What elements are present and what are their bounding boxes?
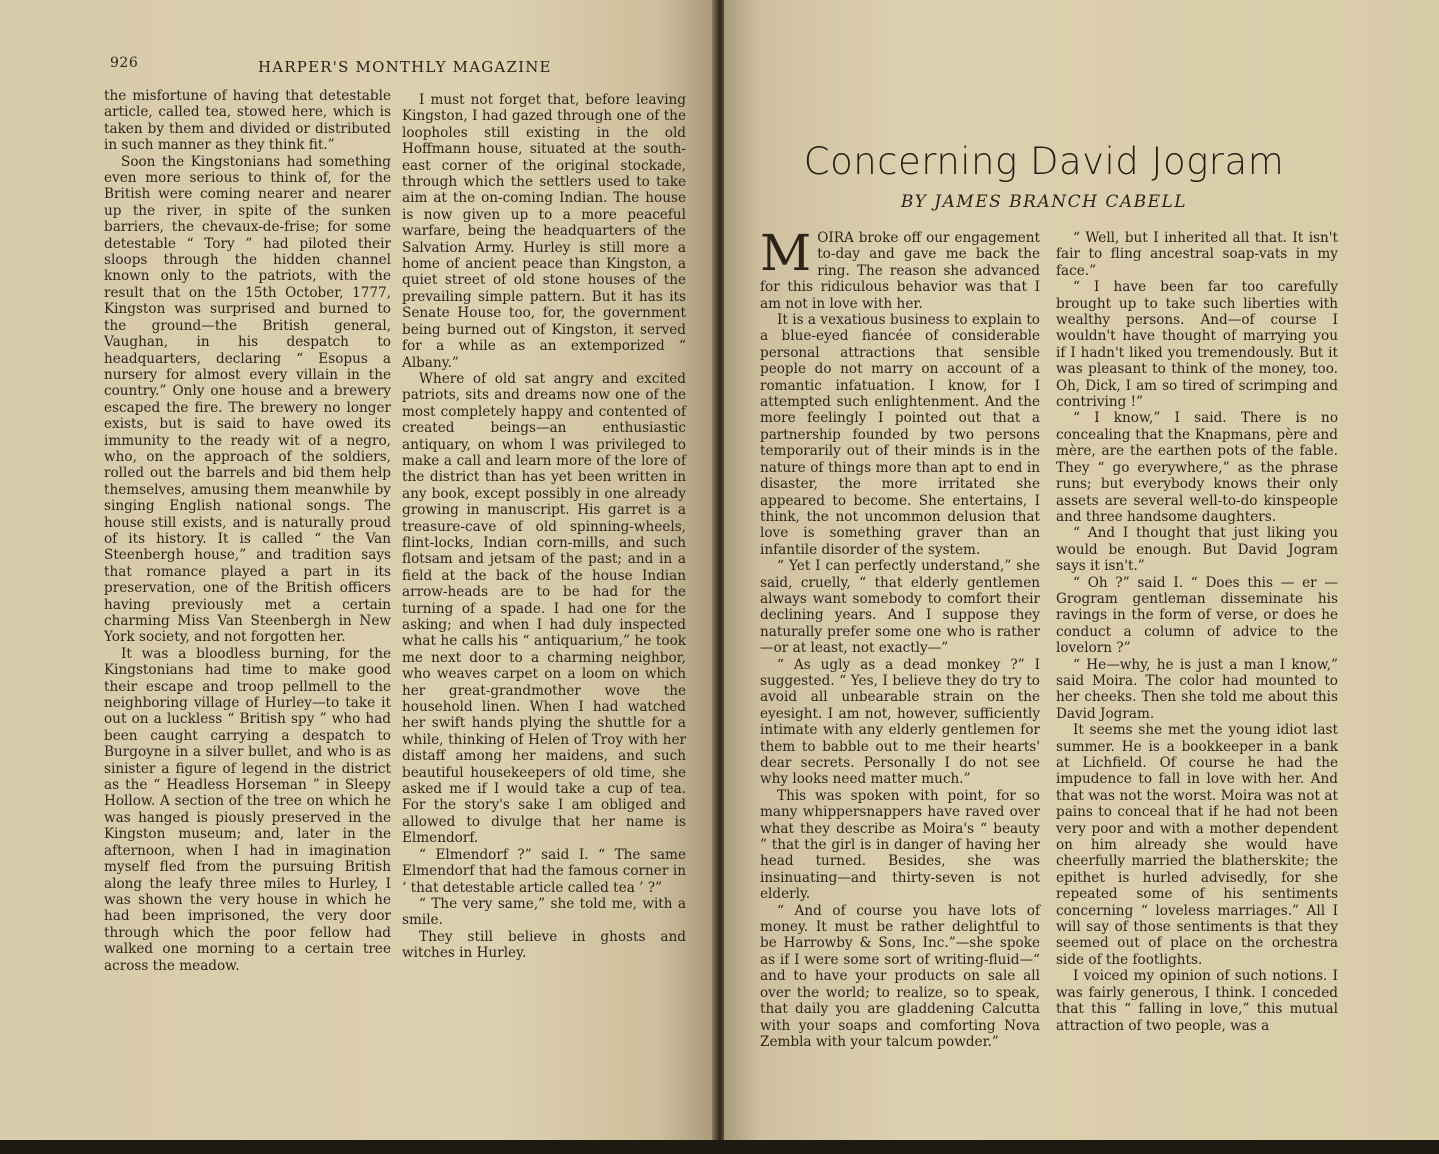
- paragraph: “ Well, but I inherited all that. It isn't fair to fling ancestral soap-vats in my face.”: [1056, 230, 1338, 279]
- paragraph: “ Elmendorf ?” said I. “ The same Elmendorf that had the famous corner in ‘ that detestable article called tea ’ ?”: [402, 846, 686, 896]
- paragraph: They still believe in ghosts and witches in Hurley.: [402, 928, 686, 962]
- paragraph: I voiced my opinion of such notions. I was fairly generous, I think. I conceded that this “ falling in love,” this mutual attraction of two people, was a: [1056, 968, 1338, 1034]
- paragraph: It seems she met the young idiot last summer. He is a bookkeeper in a bank at Lichfield. Of course he had the impudence to fall in love with her. And that was not the worst. Moira was not at pains to conceal that if he had not been very poor and with a mother dependent on him already she would have cheerfully married the blatherskite; the epithet is hurled advisedly, for she repeated some of his sentiments concerning “ loveless marriages.” All I will say of those sentiments is that they seemed out of place on the orchestra side of the footlights.: [1056, 722, 1338, 968]
- paragraph: “ As ugly as a dead monkey ?” I suggested. “ Yes, I believe they do try to avoid all unbearable strain on the eyesight. I am not, however, sufficiently intimate with any elderly gentlemen for them to babble out to me their hearts' dear secrets. Personally I do not see why looks need matter much.”: [760, 656, 1040, 788]
- paragraph: This was spoken with point, for so many whippersnappers have raved over what they describe as Moira's “ beauty ” that the girl is in danger of having her head turned. Besides, she was insinuating—and thirty-seven is not elderly.: [760, 787, 1040, 903]
- right-page-column-2: [1056, 230, 1338, 1034]
- right-page: [724, 0, 1439, 1140]
- paragraph: It was a bloodless burning, for the Kingstonians had time to make good their escape and troop pellmell to the neighboring village of Hurley—to take it out on a luckless “ British spy ” who had been caught carrying a despatch to Burgoyne in a silver bullet, and who is as sinister a figure of legend in the district as the “ Headless Horseman ” in Sleepy Hollow. A section of the tree on which he was hanged is piously preserved in the Kingston museum; and, later in the afternoon, when I had in imagination myself fled from the pursuing British along the leafy three miles to Hurley, I was shown the very house in which he had been imprisoned, the very door through which the poor fellow had walked one morning to a certain tree across the meadow.: [104, 645, 391, 974]
- paragraph: Soon the Kingstonians had something even more serious to think of, for the British were coming nearer and nearer up the river, in spite of the sunken barriers, the chevaux-de-frise; for some detestable “ Tory ” had piloted their sloops through the hidden channel known only to the patriots, with the result that on the 15th October, 1777, Kingston was surprised and burned to the ground—the British general, Vaughan, in his despatch to headquarters, declaring “ Esopus a nursery for almost every villain in the country.” Only one house and a brewery escaped the fire. The brewery no longer exists, but is said to have owed its immunity to the ready wit of a negro, who, on the approach of the soldiers, rolled out the barrels and bid them help themselves, amusing them meanwhile by singing English national songs. The house still exists, and is naturally proud of its history. It is called “ the Van Steenbergh house,” and tradition says that romance played a part in its preservation, one of the British officers having previously met a certain charming Miss Van Steenbergh in New York society, and not forgotten her.: [104, 153, 391, 646]
- page-edge-shadow: [0, 1140, 1439, 1154]
- opening-paragraph: [760, 224, 1040, 312]
- byline: BY JAMES BRANCH CABELL: [900, 192, 1188, 212]
- left-page-column-1: [104, 88, 391, 974]
- opening-text: OIRA broke off our engagement to-day and gave me back the ring. The reason she advanced for this ridiculous behavior was that I am not in love with her.: [760, 230, 1040, 312]
- paragraph: “ The very same,” she told me, with a smile.: [402, 895, 686, 929]
- paragraph: Where of old sat angry and excited patriots, sits and dreams now one of the most completely happy and contented of created beings—an enthusiastic antiquary, on whom I was privileged to make a call and learn more of the lore of the district than has yet been written in any book, except possibly in one already growing in manuscript. His garret is a treasure-cave of old spinning-wheels, flint-locks, Indian corn-mills, and such flotsam and jetsam of the past; and in a field at the back of the house Indian arrow-heads are to be had for the turning of a spade. I had one for the asking; and when I had duly inspected what he calls his “ antiquarium,” he took me next door to a charming neighbor, who weaves carpet on a loom on which her great-grandmother wove the household linen. When I had watched her swift hands plying the shuttle for a while, thinking of Helen of Troy with her distaff among her maidens, and such beautiful housekeepers of old time, she asked me if I would take a cup of tea. For the story's sake I am obliged and allowed to divulge that her name is Elmendorf.: [402, 370, 686, 847]
- paragraph: “ I know,” I said. There is no concealing that the Knapmans, père and mère, are the earthen pots of the fable. They “ go everywhere,” as the phrase runs; but everybody knows their only assets are several well-to-do kinspeople and three handsome daughters.: [1056, 410, 1338, 525]
- paragraph: “ And I thought that just liking you would be enough. But David Jogram says it isn't.”: [1056, 525, 1338, 575]
- paragraph: “ He—why, he is just a man I know,” said Moira. The color had mounted to her cheeks. Then she told me about this David Jogram.: [1056, 656, 1338, 722]
- drop-cap: M: [760, 224, 812, 282]
- article-title: Concerning David Jogram: [803, 140, 1285, 183]
- paragraph: It is a vexatious business to explain to a blue-eyed fiancée of considerable personal attractions that sensible people do not marry on account of a romantic infatuation. I know, for I attempted such enlightenment. And the more feelingly I pointed out that a partnership founded by two persons temporarily out of their minds is in the nature of things more than apt to end in disaster, the more irritated she appeared to become. She entertains, I think, the not uncommon delusion that love is something graver than an infantile disorder of the system.: [760, 312, 1040, 558]
- left-page-column-2: [402, 92, 686, 962]
- paragraph: I must not forget that, before leaving Kingston, I had gazed through one of the loopholes still existing in the old Hoffmann house, situated at the south-east corner of the original stockade, through which the settlers used to take aim at the on-coming Indian. The house is now given up to a more peaceful warfare, being the headquarters of the Salvation Army. Hurley is still more a home of ancient peace than Kingston, a quiet street of old stone houses of the prevailing simple pattern. But it has its Senate House too, for, the government being burned out of Kingston, it served for a while as an extemporized “ Albany.”: [402, 92, 686, 371]
- paragraph: “ Yet I can perfectly understand,” she said, cruelly, “ that elderly gentlemen always want somebody to comfort their declining years. And I suppose they naturally prefer some one who is rather—or at least, not exactly—”: [760, 558, 1040, 657]
- paragraph: “ I have been far too carefully brought up to take such liberties with wealthy persons. And—of course I wouldn't have thought of marrying you if I hadn't liked you tremendously. But it was pleasant to think of the money, too. Oh, Dick, I am so tired of scrimping and contriving !”: [1056, 279, 1338, 411]
- paragraph: “ And of course you have lots of money. It must be rather delightful to be Harrowby & Sons, Inc.”—she spoke as if I were some sort of writing-fluid—“ and to have your products on sale all over the world; to realize, so to speak, that daily you are gladdening Calcutta with your soaps and comforting Nova Zembla with your talcum powder.”: [760, 902, 1040, 1050]
- paragraph: “ Oh ?” said I. “ Does this — er — Grogram gentleman disseminate his ravings in the form of verse, or does he conduct a column of advice to the lovelorn ?”: [1056, 574, 1338, 657]
- left-page: [0, 0, 716, 1140]
- page-number: 926: [110, 55, 139, 71]
- paragraph: the misfortune of having that detestable article, called tea, stowed here, which is taken by them and divided or distributed in such manner as they think fit.”: [104, 88, 391, 154]
- right-page-column-1: [760, 224, 1040, 1050]
- running-head: HARPER'S MONTHLY MAGAZINE: [258, 58, 552, 76]
